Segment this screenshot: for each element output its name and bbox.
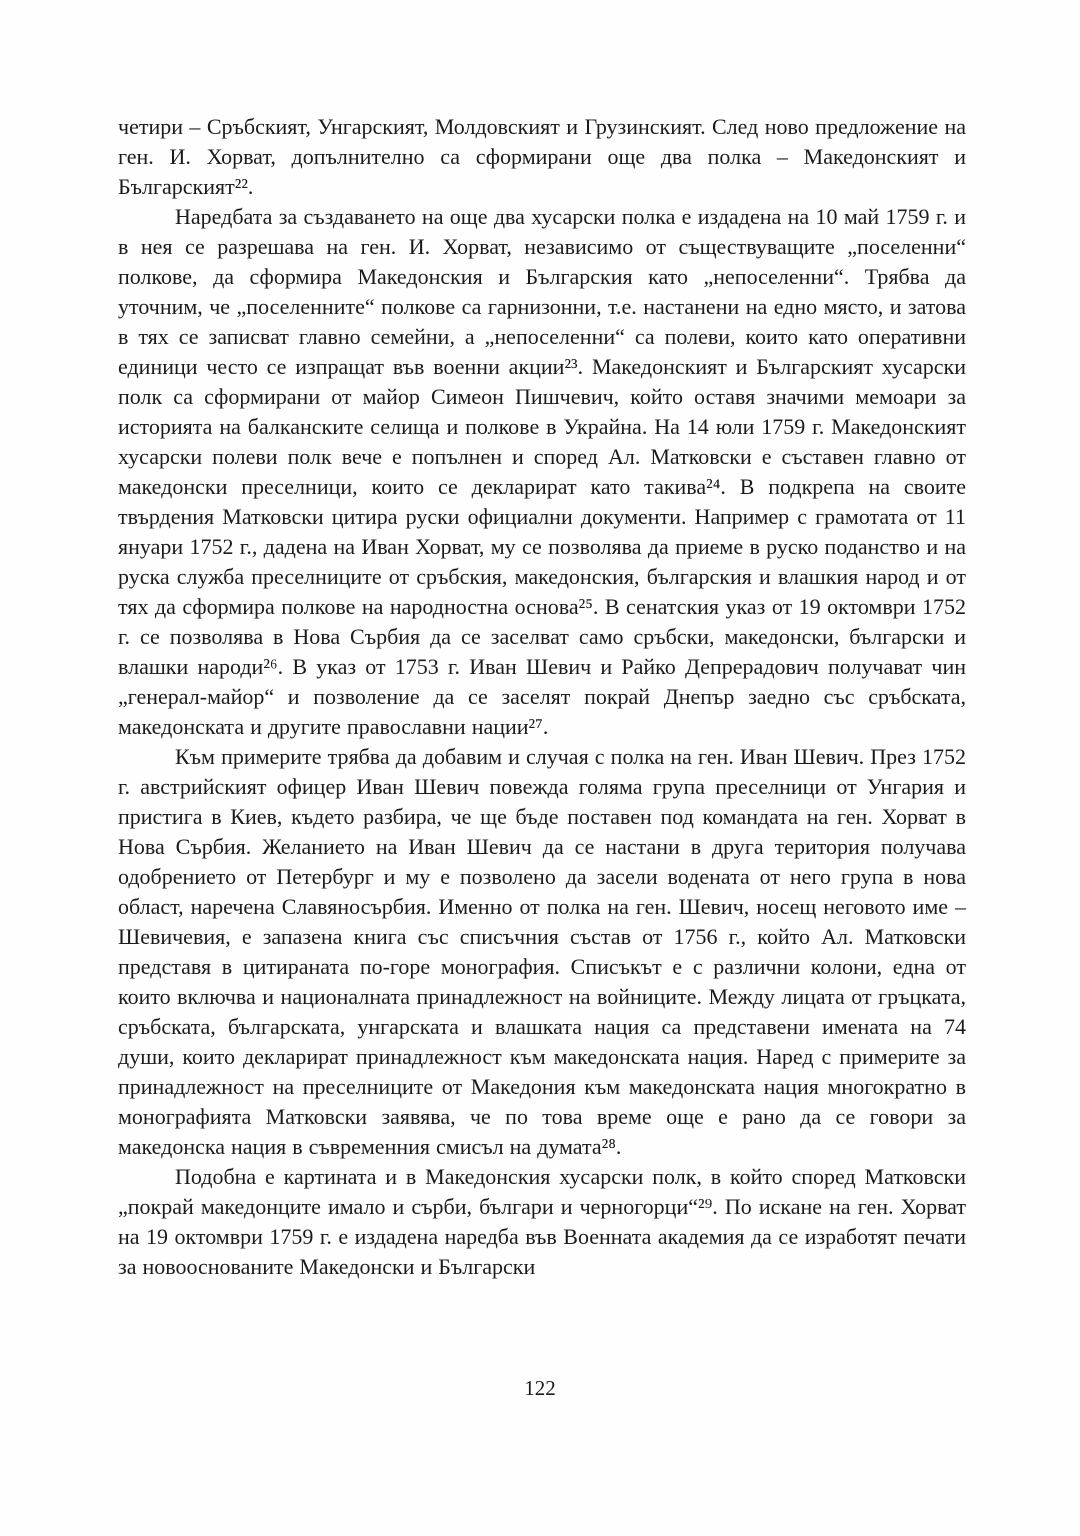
- page-number: 122: [524, 1376, 556, 1400]
- paragraph: Към примерите трябва да добавим и случая с полка на ген. Иван Шевич. През 1752 г. австрийският офицер Иван Шевич повежда голяма група преселници от Унгария и пристига в Киев, където разбира, че ще бъде поставен под командата на ген. Хорват в Нова Сърбия. Желанието на Иван Шевич да се настани в друга територия получава одобрението от Петербург и му е позволено да засели водената от него група в нова област, наречена Славяносърбия. Именно от полка на ген. Шевич, носещ неговото име – Шевичевия, е запазена книга със списъчния състав от 1756 г., който Ал. Матковски представя в цитираната по-горе монография. Списъкът е с различни колони, една от които включва и националната принадлежност на войниците. Между лицата от гръцката, сръбската, българската, унгарската и влашката нация са представени имената на 74 души, които декларират принадлежност към македонската нация. Наред с примерите за принадлежност на преселниците от Македония към македонската нация многократно в монографията Матковски заявява, че по това време още е рано да се говори за македонска нация в съвременния смисъл на думата²⁸.: [118, 744, 966, 1159]
- text-block: [118, 112, 966, 1282]
- paragraph: Подобна е картината и в Македонския хусарски полк, в който според Матковски „покрай македонците имало и сърби, българи и черногорци“²⁹. По искане на ген. Хорват на 19 октомври 1759 г. е издадена наредба във Военната академия да се изработят печати за новооснованите Македонски и Български: [118, 1164, 966, 1279]
- paragraph: Наредбата за създаването на още два хусарски полка е издадена на 10 май 1759 г. и в нея се разрешава на ген. И. Хорват, независимо от съществуващите „поселенни“ полкове, да сформира Македонския и Българския като „непоселенни“. Трябва да уточним, че „поселенните“ полкове са гарнизонни, т.е. настанени на едно място, и затова в тях се записват главно семейни, а „непоселенни“ са полеви, които като оперативни единици често се изпращат във военни акции²³. Македонският и Българският хусарски полк са сформирани от майор Симеон Пишчевич, който оставя значими мемоари за историята на балканските селища и полкове в Украйна. На 14 юли 1759 г. Македонският хусарски полеви полк вече е попълнен и според Ал. Матковски е съставен главно от македонски преселници, които се декларират като такива²⁴. В подкрепа на своите твърдения Матковски цитира руски официални документи. Например с грамотата от 11 януари 1752 г., дадена на Иван Хорват, му се позволява да приеме в руско поданство и на руска служба преселниците от сръбския, македонския, българския и влашкия народ и от тях да сформира полкове на народностна основа²⁵. В сенатския указ от 19 октомври 1752 г. се позволява в Нова Сърбия да се заселват само сръбски, македонски, български и влашки народи²⁶. В указ от 1753 г. Иван Шевич и Райко Депрерадович получават чин „генерал-майор“ и позволение да се заселят покрай Днепър заедно със сръбската, македонската и другите православни нации²⁷.: [118, 204, 966, 739]
- paragraph-continuation: четири – Сръбският, Унгарският, Молдовският и Грузинският. След ново предложение на ген. И. Хорват, допълнително са сформирани още два полка – Македонският и Българският²².: [118, 114, 966, 199]
